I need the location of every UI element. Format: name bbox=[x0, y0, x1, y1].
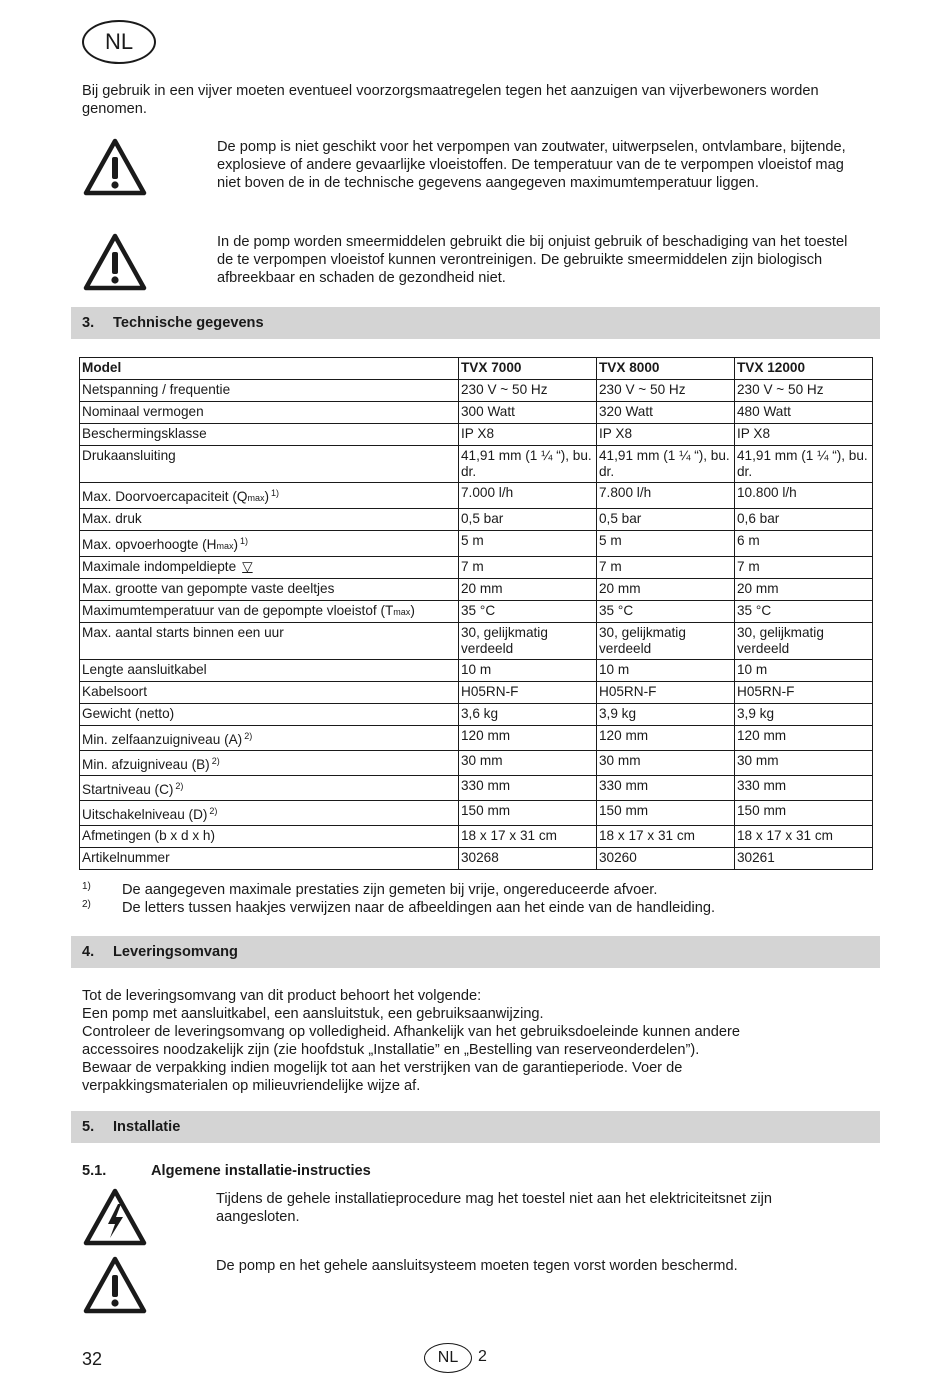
table-cell: 300 Watt bbox=[459, 402, 597, 424]
table-cell: 30 mm bbox=[459, 751, 597, 776]
table-cell: 150 mm bbox=[597, 801, 735, 826]
table-cell: H05RN-F bbox=[459, 682, 597, 704]
label-text: Max. aantal starts binnen een uur bbox=[82, 625, 284, 640]
table-cell: 30 mm bbox=[735, 751, 873, 776]
label-text: Netspanning / frequentie bbox=[82, 382, 231, 397]
table-row bbox=[80, 776, 873, 801]
warning-text: Tijdens de gehele installatieprocedure mag het toestel niet aan het elektriciteitsnet zijn aangesloten. bbox=[216, 1191, 772, 1225]
label-text: ) bbox=[410, 603, 415, 618]
table-header-cell: TVX 7000 bbox=[459, 358, 597, 380]
table-cell: 10.800 l/h bbox=[735, 483, 873, 509]
row-label bbox=[80, 776, 459, 801]
row-label bbox=[80, 483, 459, 509]
row-label bbox=[80, 826, 459, 848]
warning-triangle-icon bbox=[83, 138, 147, 196]
table-row bbox=[80, 531, 873, 557]
table-cell: 30, gelijkmatig verdeeld bbox=[735, 623, 873, 660]
table-cell: 30 mm bbox=[597, 751, 735, 776]
row-label bbox=[80, 579, 459, 601]
table-body bbox=[80, 380, 873, 870]
row-label bbox=[80, 704, 459, 726]
table-cell: 7.000 l/h bbox=[459, 483, 597, 509]
table-cell: 480 Watt bbox=[735, 402, 873, 424]
table-row bbox=[80, 509, 873, 531]
table-cell: 10 m bbox=[597, 660, 735, 682]
table-cell: 18 x 17 x 31 cm bbox=[459, 826, 597, 848]
label-text: Artikelnummer bbox=[82, 850, 170, 865]
table-cell: 30, gelijkmatig verdeeld bbox=[597, 623, 735, 660]
paragraph: Tot de leveringsomvang van dit product behoort het volgende: bbox=[82, 988, 482, 1004]
row-label bbox=[80, 801, 459, 826]
table-header-cell: TVX 12000 bbox=[735, 358, 873, 380]
paragraph: Bewaar de verpakking indien mogelijk tot aan het verstrijken van de garantieperiode. Voer de verpakkingsmaterialen op milieuvriendelijke wijze af. bbox=[82, 1060, 683, 1094]
label-text: Max. opvoerhoogte (H bbox=[82, 537, 217, 552]
water-level-symbol-icon: ▽ bbox=[242, 559, 253, 574]
table-row bbox=[80, 601, 873, 623]
table-row bbox=[80, 726, 873, 751]
section-number: 5. bbox=[82, 1119, 95, 1135]
section-title: Technische gegevens bbox=[113, 315, 264, 331]
subsection-number: 5.1. bbox=[82, 1163, 107, 1179]
row-label bbox=[80, 509, 459, 531]
table-row bbox=[80, 623, 873, 660]
table-row bbox=[80, 380, 873, 402]
label-text: Uitschakelniveau (D) bbox=[82, 807, 208, 822]
footer-language-badge: NL bbox=[424, 1343, 472, 1373]
label-text: Maximale indompeldiepte bbox=[82, 559, 237, 574]
table-cell: 6 m bbox=[735, 531, 873, 557]
table-cell: 120 mm bbox=[597, 726, 735, 751]
label-text: Afmetingen (b x d x h) bbox=[82, 828, 215, 843]
table-cell: 230 V ~ 50 Hz bbox=[597, 380, 735, 402]
table-cell: IP X8 bbox=[459, 424, 597, 446]
table-cell: 35 °C bbox=[735, 601, 873, 623]
section-title: Leveringsomvang bbox=[113, 944, 238, 960]
table-header-row bbox=[80, 358, 873, 380]
footnote-reference: 2) bbox=[209, 806, 218, 816]
label-text: Max. druk bbox=[82, 511, 142, 526]
row-label bbox=[80, 751, 459, 776]
label-text: Lengte aansluitkabel bbox=[82, 662, 207, 677]
table-cell: 35 °C bbox=[597, 601, 735, 623]
table-cell: 7 m bbox=[735, 557, 873, 579]
table-cell: 120 mm bbox=[735, 726, 873, 751]
table-cell: 330 mm bbox=[459, 776, 597, 801]
table-cell: IP X8 bbox=[735, 424, 873, 446]
table-cell: 0,5 bar bbox=[459, 509, 597, 531]
row-label bbox=[80, 402, 459, 424]
table-cell: 41,91 mm (1 ¼ “), bu. dr. bbox=[459, 446, 597, 483]
label-text: Maximumtemperatuur van de gepompte vloeistof (T bbox=[82, 603, 394, 618]
section-heading bbox=[71, 307, 880, 339]
table-row bbox=[80, 704, 873, 726]
section-heading bbox=[71, 1111, 880, 1143]
warning-text: In de pomp worden smeermiddelen gebruikt die bij onjuist gebruik of beschadiging van het toestel de te verpompen vloeistof kunnen verontreinigen. De gebruikte smeermiddelen zijn biologisch afbreekbaar en schaden de gezondheid niet. bbox=[217, 234, 848, 286]
row-label bbox=[80, 660, 459, 682]
table-row bbox=[80, 826, 873, 848]
label-text: Kabelsoort bbox=[82, 684, 147, 699]
row-label bbox=[80, 446, 459, 483]
label-text: ) bbox=[264, 489, 269, 504]
table-row bbox=[80, 682, 873, 704]
subsection-title: Algemene installatie-instructies bbox=[151, 1163, 371, 1179]
row-label bbox=[80, 848, 459, 870]
page-number: 32 bbox=[82, 1349, 103, 1369]
footnote-reference: 2) bbox=[175, 781, 184, 791]
label-text: Startniveau (C) bbox=[82, 782, 174, 797]
warning-triangle-icon bbox=[83, 233, 147, 291]
label-text: Min. afzuigniveau (B) bbox=[82, 757, 210, 772]
delivery-scope-text bbox=[82, 987, 802, 1095]
intro-paragraph: Bij gebruik in een vijver moeten eventueel voorzorgsmaatregelen tegen het aanzuigen van vijverbewoners worden genomen. bbox=[82, 83, 819, 117]
warning-text: De pomp en het gehele aansluitsysteem moeten tegen vorst worden beschermd. bbox=[216, 1258, 738, 1274]
footnote-mark: 1) bbox=[82, 881, 91, 892]
table-row bbox=[80, 660, 873, 682]
table-cell: 20 mm bbox=[597, 579, 735, 601]
table-row bbox=[80, 751, 873, 776]
table-cell: H05RN-F bbox=[597, 682, 735, 704]
table-cell: 330 mm bbox=[597, 776, 735, 801]
warning-text: De pomp is niet geschikt voor het verpompen van zoutwater, uitwerpselen, ontvlambare, bijtende, explosieve of andere gevaarlijke vloeistoffen. De temperatuur van de te verpompen vloeistof mag niet boven de in de technische gegevens aangegeven maximumtemperatuur liggen. bbox=[217, 139, 846, 191]
footnote-reference: 1) bbox=[271, 488, 280, 498]
table-cell: 41,91 mm (1 ¼ “), bu. dr. bbox=[597, 446, 735, 483]
table-cell: 5 m bbox=[459, 531, 597, 557]
label-text: Nominaal vermogen bbox=[82, 404, 204, 419]
label-text: Drukaansluiting bbox=[82, 448, 176, 463]
table-header-cell: TVX 8000 bbox=[597, 358, 735, 380]
row-label bbox=[80, 682, 459, 704]
table-cell: 10 m bbox=[459, 660, 597, 682]
paragraph: Een pomp met aansluitkabel, een aansluitstuk, een gebruiksaanwijzing. bbox=[82, 1006, 544, 1022]
warning-triangle-icon bbox=[83, 1256, 147, 1314]
table-cell: 120 mm bbox=[459, 726, 597, 751]
label-subscript: max bbox=[216, 541, 234, 551]
table-cell: 150 mm bbox=[459, 801, 597, 826]
table-cell: 0,6 bar bbox=[735, 509, 873, 531]
section-number: 3. bbox=[82, 315, 95, 331]
footnote-text: De letters tussen haakjes verwijzen naar de afbeeldingen aan het einde van de handleiding. bbox=[122, 900, 716, 916]
table-cell: 3,9 kg bbox=[597, 704, 735, 726]
table-cell: 320 Watt bbox=[597, 402, 735, 424]
table-cell: 5 m bbox=[597, 531, 735, 557]
table-row bbox=[80, 446, 873, 483]
footer-page-index: 2 bbox=[478, 1348, 487, 1365]
table-row bbox=[80, 557, 873, 579]
table-cell: IP X8 bbox=[597, 424, 735, 446]
table-cell: 3,9 kg bbox=[735, 704, 873, 726]
table-cell: 35 °C bbox=[459, 601, 597, 623]
table-cell: 30260 bbox=[597, 848, 735, 870]
table-cell: H05RN-F bbox=[735, 682, 873, 704]
table-row bbox=[80, 579, 873, 601]
table-cell: 3,6 kg bbox=[459, 704, 597, 726]
table-cell: 18 x 17 x 31 cm bbox=[735, 826, 873, 848]
technical-data-table bbox=[79, 357, 873, 870]
table-cell: 10 m bbox=[735, 660, 873, 682]
table-row bbox=[80, 402, 873, 424]
table-cell: 7 m bbox=[597, 557, 735, 579]
label-subscript: max bbox=[393, 607, 411, 617]
footnote-mark: 2) bbox=[82, 899, 91, 910]
row-label bbox=[80, 424, 459, 446]
table-cell: 30261 bbox=[735, 848, 873, 870]
label-text: Max. grootte van gepompte vaste deeltjes bbox=[82, 581, 335, 596]
footnote-reference: 2) bbox=[211, 756, 220, 766]
table-cell: 330 mm bbox=[735, 776, 873, 801]
label-text: ) bbox=[233, 537, 239, 552]
section-heading bbox=[71, 936, 880, 968]
table-row bbox=[80, 848, 873, 870]
table-cell: 7 m bbox=[459, 557, 597, 579]
section-number: 4. bbox=[82, 944, 95, 960]
table-cell: 18 x 17 x 31 cm bbox=[597, 826, 735, 848]
row-label bbox=[80, 726, 459, 751]
row-label bbox=[80, 557, 459, 579]
table-cell: 7.800 l/h bbox=[597, 483, 735, 509]
table-row bbox=[80, 424, 873, 446]
row-label bbox=[80, 623, 459, 660]
row-label bbox=[80, 601, 459, 623]
table-header-cell: Model bbox=[80, 358, 459, 380]
table-row bbox=[80, 801, 873, 826]
footnote-text: De aangegeven maximale prestaties zijn gemeten bij vrije, ongereduceerde afvoer. bbox=[122, 882, 658, 898]
row-label bbox=[80, 531, 459, 557]
footnote-reference: 2) bbox=[244, 731, 253, 741]
table-cell: 230 V ~ 50 Hz bbox=[459, 380, 597, 402]
section-title: Installatie bbox=[113, 1119, 181, 1135]
language-badge: NL bbox=[82, 20, 156, 64]
table-row bbox=[80, 483, 873, 509]
row-label bbox=[80, 380, 459, 402]
table-cell: 41,91 mm (1 ¼ “), bu. dr. bbox=[735, 446, 873, 483]
label-text: Max. Doorvoercapaciteit (Q bbox=[82, 489, 248, 504]
paragraph: Controleer de leveringsomvang op volledigheid. Afhankelijk van het gebruiksdoeleinde kunnen andere accessoires noodzakelijk zijn (zie hoofdstuk „Installatie” en „Bestelling van reserveonderdelen”). bbox=[82, 1024, 740, 1058]
table-cell: 30, gelijkmatig verdeeld bbox=[459, 623, 597, 660]
table-cell: 20 mm bbox=[735, 579, 873, 601]
label-text: Min. zelfaanzuigniveau (A) bbox=[82, 732, 243, 747]
label-text: Gewicht (netto) bbox=[82, 706, 175, 721]
label-subscript: max bbox=[247, 493, 265, 503]
electrical-hazard-icon bbox=[83, 1188, 147, 1246]
table-cell: 0,5 bar bbox=[597, 509, 735, 531]
label-text: Beschermingsklasse bbox=[82, 426, 207, 441]
footnote-reference: 1) bbox=[240, 536, 249, 546]
table-cell: 20 mm bbox=[459, 579, 597, 601]
table-cell: 30268 bbox=[459, 848, 597, 870]
table-cell: 230 V ~ 50 Hz bbox=[735, 380, 873, 402]
table-cell: 150 mm bbox=[735, 801, 873, 826]
